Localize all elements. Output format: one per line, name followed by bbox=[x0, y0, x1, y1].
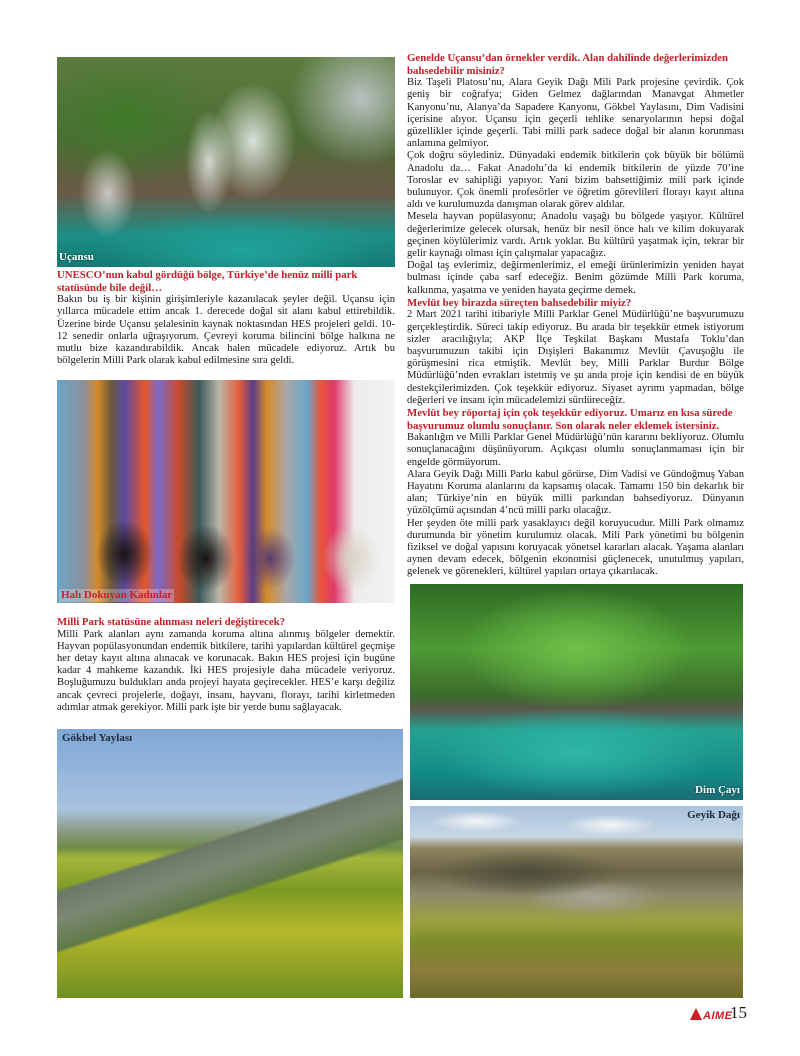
question-heading: Mevlüt bey birazda süreçten bahsedebilir miyiz? bbox=[407, 296, 632, 309]
answer-paragraph: Çok doğru söylediniz. Dünyadaki endemik bitkilerin çok büyük bir bölümü Anadolu da… Fakat Anadolu’da ki endemik bitkilerin de yüzde 70’ine Toroslar ev sahipliği yapıyor. Yani bizim bahsettiğimiz mili park içinde bulunuyor. Çok önemli profesörler ve öğretim görevlileri florayı kayıt altına aldı ve kurulumuzda danışman olarak görev aldılar. bbox=[407, 150, 744, 211]
page-number: 15 bbox=[730, 1003, 747, 1022]
answer-paragraph: Milli Park alanları aynı zamanda koruma altına alınmış bölgeler demektir. Hayvan popülasyonundan endemik bitkilere, tarihi yapılardan kültürel geçmişe her detay kayıt altına alınacak ve korunacak. Bakın HES projesi için bugüne kadar 4 mahkeme kazandık. İki HES projesiyle daha mücadele veriyoruz. Boşluğumuzu buldukları anda projeyi hayata geçirecekler. HES’e karşı değiliz ancak çevreci projelerle, doğayı, insanı, hayvanı, florayı, tarihi kirletmeden adımlar atmak gerekiyor. Milli park işte bir yerde bunu sağlayacak. bbox=[57, 628, 395, 713]
carpet-weaving-photo bbox=[57, 380, 395, 603]
gokbel-plateau-photo bbox=[57, 729, 403, 998]
photo-caption-geyik: Geyik Dağı bbox=[687, 809, 740, 821]
dim-stream-photo bbox=[410, 584, 743, 800]
question-heading: Genelde Uçansu’dan örnekler verdik. Alan dahilinde değerlerimizden bahsedebilir misiniz? bbox=[407, 52, 729, 77]
photo-caption-carpet: Halı Dokuyan Kadınlar bbox=[61, 589, 173, 601]
answer-paragraph: Biz Taşeli Platosu’nu, Alara Geyik Dağı Mili Park projesine çevirdik. Çok geniş bir coğrafya; Giden Gelmez dağlarından Manavgat Ahmetler Kanyonu’nu, Alanya’da Sapadere Kanyonu, Gökbel Yaylasını, Dim Vadisini içerisine alıyor. Uçansu için geçerli tehlike senaryolarının hepsi doğal güzellikler içinde geçerli. Tabi milli park sadece doğal bir alanın korunması anlamına gelmiyor. bbox=[407, 77, 744, 150]
answer-paragraph: 2 Mart 2021 tarihi itibariyle Milli Parklar Genel Müdürlüğü’ne başvurumuzu gerçekleştirdik. Süreci takip ediyoruz. Bu arada bir teşekkür etmek istiyorum sizler aracılığıyla; AKP İlçe Teşkilat Başkanı Mustafa Toklu’dan başvurumuzun takibi için Dışişleri Bakanımız Mevlüt Çavuşoğlu ile görüşmesini rica etmiştik. Mevlüt bey, Milli Parklar Burdur Bölge Müdürlüğü’nden evrakları istetmiş ve şu anda proje için kendisi de en büyük destekçilerimizden. Çok teşekkür ediyoruz. Siyaset ayrımı yapmadan, bölge değerleri ve insanı için mücadelemizi sürdüreceğiz. bbox=[407, 309, 744, 406]
answer-paragraph: Doğal taş evlerimiz, değirmenlerimiz, el emeği ürünlerimizin yeniden hayat bulması içinde çaba sarf edeceğiz. Benim gözümde Milli Park koruma, kalkınma, yaşatma ve yeniden hayata geçirme demek. bbox=[407, 260, 744, 296]
answer-paragraph: Alara Geyik Dağı Milli Parkı kabul görürse, Dim Vadisi ve Gündoğmuş Yaban Hayatını Koruma alanlarını da kapsamış olacak. Tamamı 150 bin dekarlık bir alan; Türkiye’nin en büyük milli parkından bahsediyoruz. Dünyanın yüzölçümü açısından 4’ncü milli parkı olacağız. bbox=[407, 468, 744, 517]
answer-paragraph: Bakanlığın ve Milli Parklar Genel Müdürlüğü’nün kararını bekliyoruz. Olumlu sonuçlanacağını düşünüyorum. Açıkçası olumlu sonuçlanmaması için bir engelde görmüyorum. bbox=[407, 432, 744, 468]
aime-logo bbox=[690, 1008, 733, 1023]
left-article-block-2 bbox=[57, 616, 395, 714]
photo-caption-ucansu: Uçansu bbox=[59, 251, 94, 263]
answer-paragraph: Bakın bu iş bir kişinin girişimleriyle kazanılacak şeyler değil. Uçansu için yıllarca mücadele ettim ancak 1. derecede doğal sit alanı kabul ettirebildik. Üzerine birde Uçansu şelalesinin kaynak noktasından HES projeleri geldi. 10-12 senedir onlarla uğraşıyorum. Çevreyi koruma bilincini bölge halkına ne mutlu bize kazandırabildik. Ancak halen mücadele ediyoruz. Artık bu bölgelerin Milli Park olarak kabul edilmesine sıra geldi. bbox=[57, 294, 395, 367]
photo-caption-gokbel: Gökbel Yaylası bbox=[62, 732, 133, 744]
logo-text: AIME bbox=[703, 1010, 733, 1022]
logo-triangle-icon bbox=[690, 1008, 702, 1020]
question-heading: UNESCO’nun kabul gördüğü bölge, Türkiye’de henüz milli park statüsünde bile değil… bbox=[57, 269, 358, 294]
geyik-mountain-photo bbox=[410, 806, 743, 998]
question-heading: Mevlüt bey röportaj için çok teşekkür ediyoruz. Umarız en kısa sürede başvurumuz olumlu sonuçlanır. Son olarak neler eklemek istersiniz. bbox=[407, 407, 733, 432]
photo-caption-dim: Dim Çayı bbox=[695, 784, 740, 796]
left-article-block-1 bbox=[57, 269, 395, 367]
answer-paragraph: Her şeyden öte milli park yasaklayıcı değil koruyucudur. Milli Park olmamız durumunda bir yönetim kurulumuz olacak. Mili Park yönetimi bu bölgenin fiziksel ve doğal yapısını koruyacak yönetsel kararları alacak. Yaşama alanları aynen devam edecek, bölgenin ekonomisi güçlenecek, unutulmuş yapıları, gelenek ve görenekleri, kültürel yapıları ortaya çıkarılacak. bbox=[407, 517, 744, 578]
ucansu-waterfall-photo bbox=[57, 57, 395, 267]
answer-paragraph: Mesela hayvan popülasyonu; Anadolu vaşağı bu bölgede yaşıyor. Kültürel değerlerimize gelecek olursak, henüz bir nesil önce halı ve kilim dokuyarak geçinen köylülerimiz vardı. Artık yoklar. Bu kültürü yaşatmak için, tekrar bir gelir kaynağı olması için çalışmalar yapacağız. bbox=[407, 211, 744, 260]
question-heading: Milli Park statüsüne alınması neleri değiştirecek? bbox=[57, 616, 286, 628]
right-article-column bbox=[407, 52, 744, 579]
